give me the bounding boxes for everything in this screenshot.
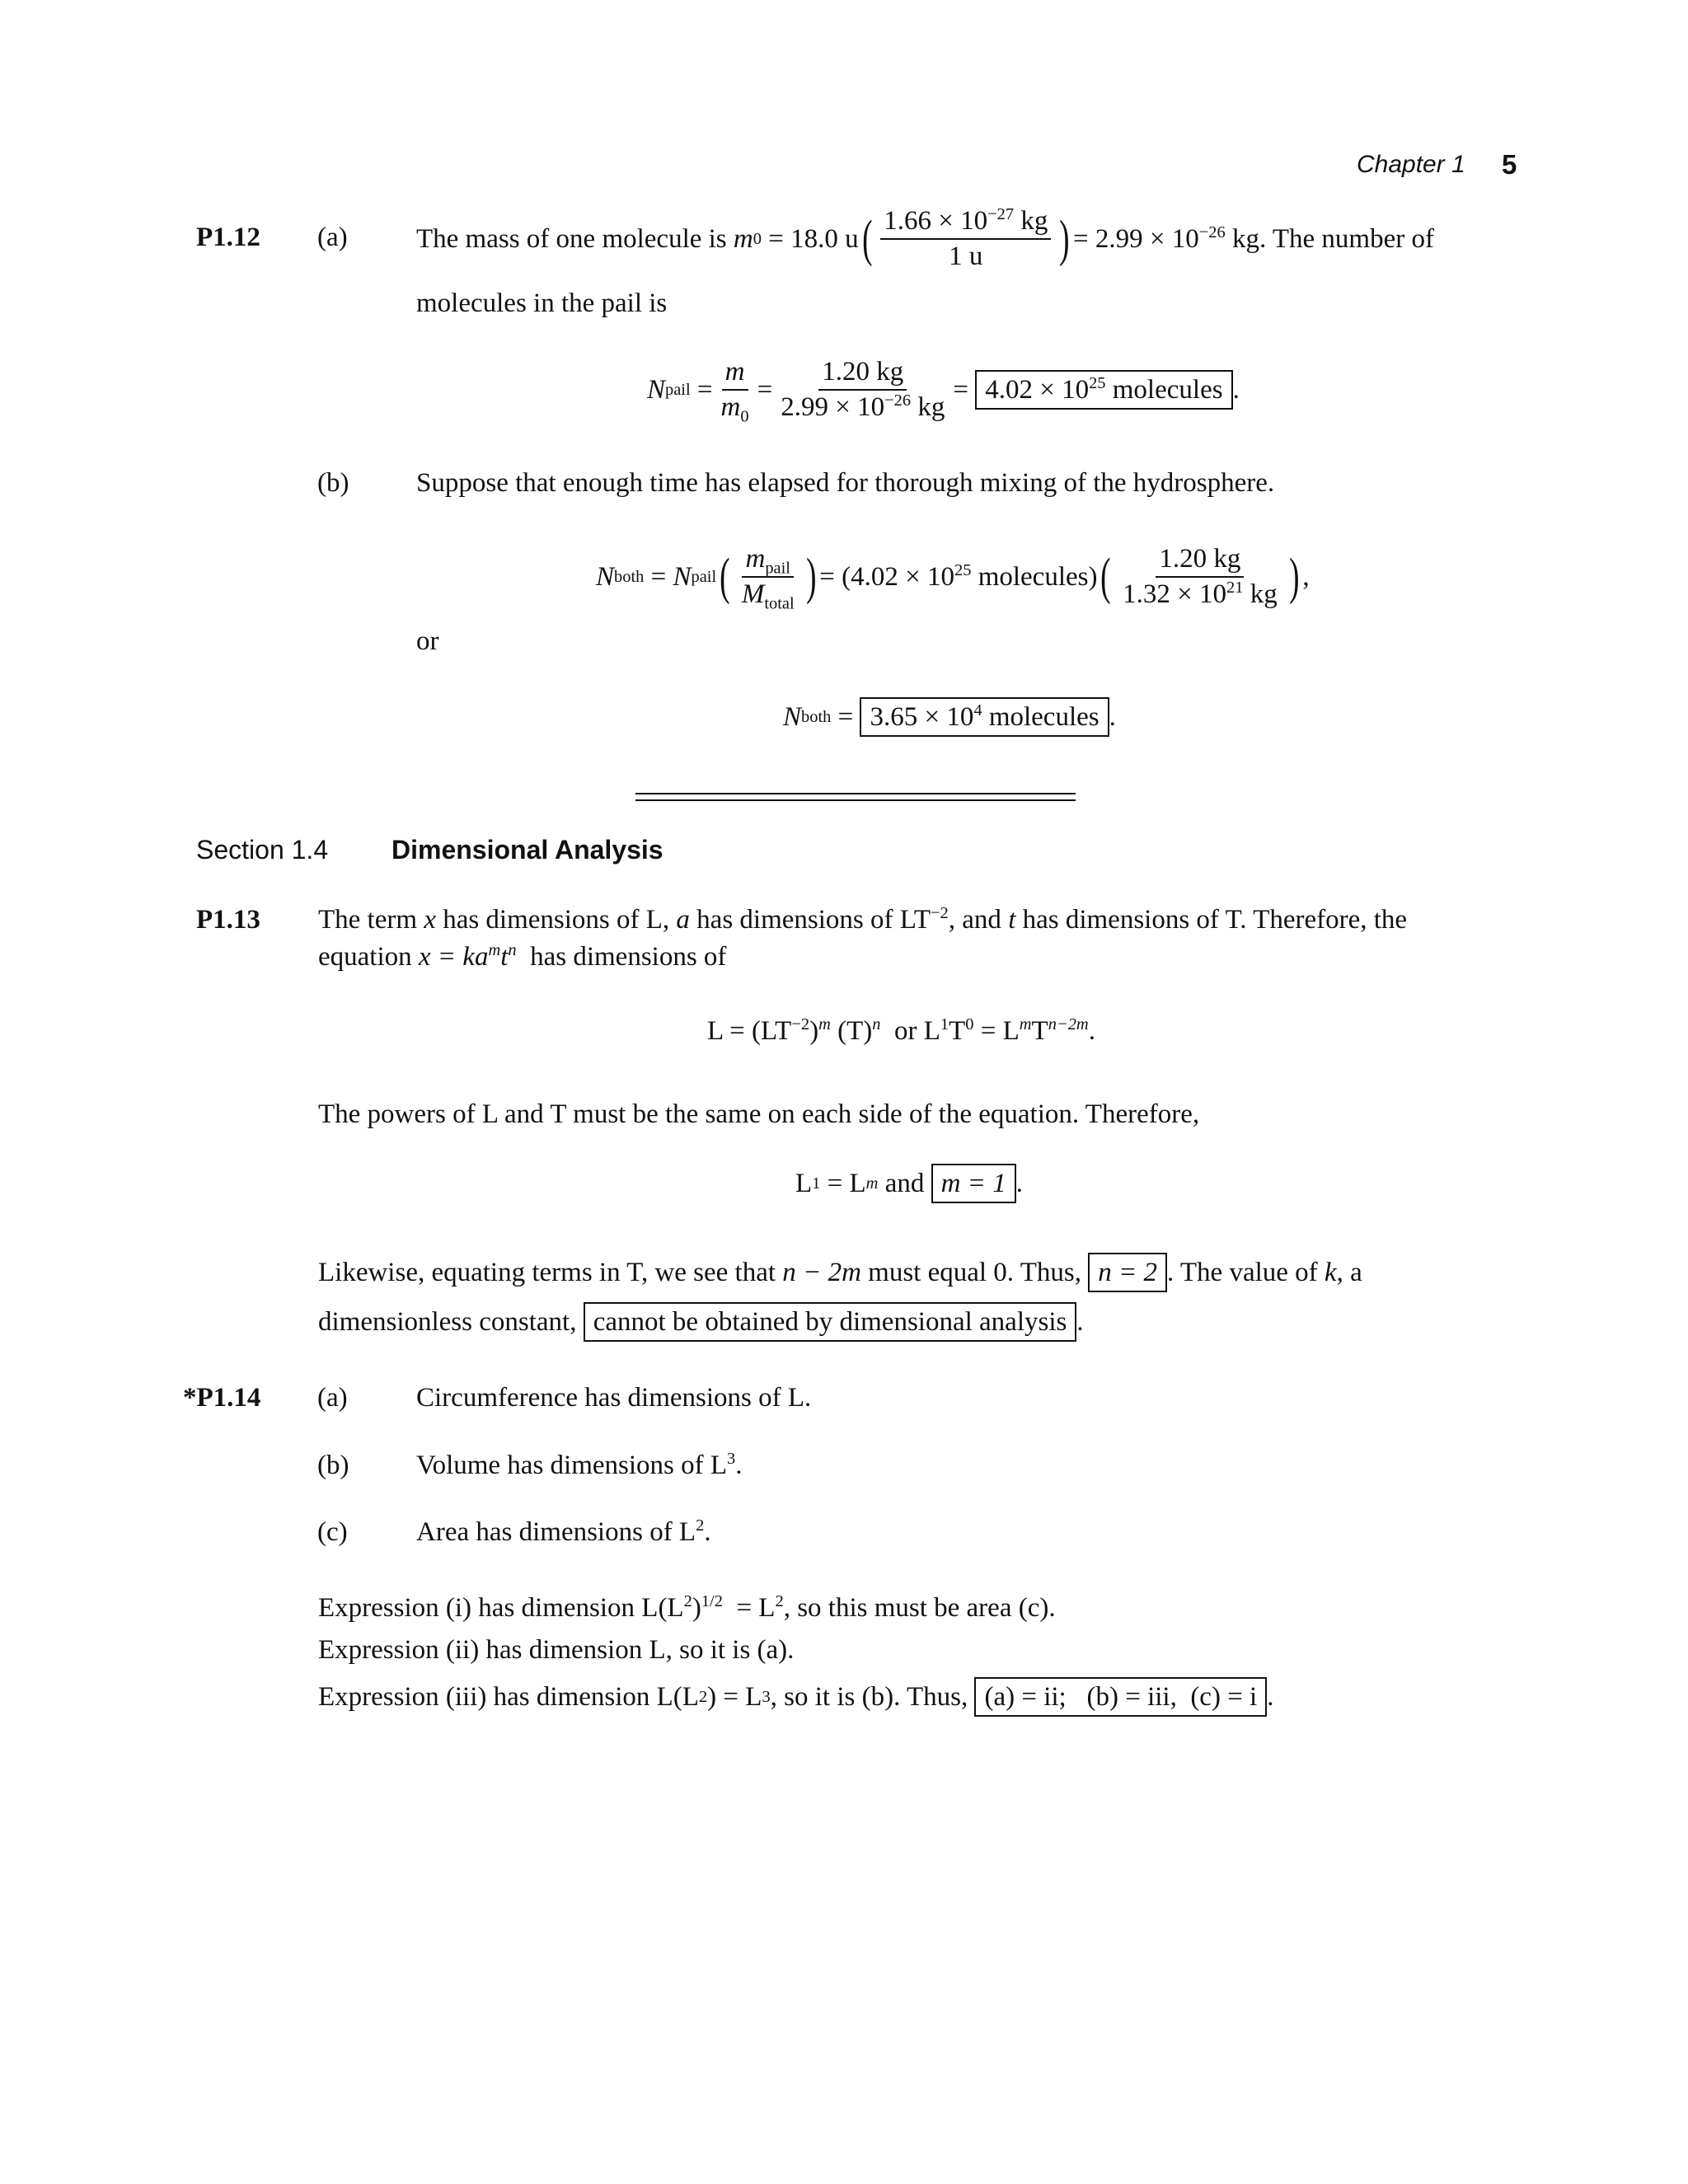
mass-text: The mass of one molecule is [416, 223, 727, 254]
p1-13-line1: The term x has dimensions of L, a has dimensions of $LT^{-2}$, and t has dimensions of T. Therefore, the [318, 904, 1408, 935]
or-text: or [416, 626, 439, 656]
conversion-fraction [880, 205, 1051, 271]
m-equation: L 1 = L m and m = 1 . [795, 1164, 1023, 1203]
nboth-symbol: N [783, 701, 802, 732]
section-divider-bottom [635, 799, 1076, 801]
circumference-text: Circumference has dimensions of L. [416, 1383, 812, 1413]
powers-text: The powers of L and T must be the same on each side of the equation. Therefore, [318, 1099, 1200, 1129]
volume-text: Volume has dimensions of $L^3$. [416, 1450, 743, 1480]
chapter-label: Chapter 1 [1357, 151, 1465, 178]
equals-sign: = [953, 374, 968, 405]
m0-value: = 18.0 u [768, 223, 859, 254]
period: . [1109, 701, 1116, 732]
right-paren: ) [805, 549, 817, 605]
right-paren: ) [1288, 549, 1300, 605]
expression-ii: Expression (ii) has dimension L, so it is (a). [318, 1635, 795, 1665]
fraction-denominator: $2.99 \times 10^{-26}$ kg [781, 391, 945, 422]
nboth-result: N both = $3.65 \times 10^4$ molecules . [783, 694, 1116, 740]
dimension-equation: $L = (LT^{-2})^m$ $(T)^n$ or $L^1T^0 = L^mT^{n-2m}$. [707, 1015, 1095, 1046]
part-label-a: (a) [317, 1383, 348, 1413]
answer-box-npail: $4.02 \times 10^{25}$ molecules [975, 370, 1232, 410]
equals-sign: = [650, 561, 667, 592]
npail-equation: N pail = $\frac{m}{m_0}$ = $\frac{1.20 kg}{2.99 \times 10^{-26} kg}$ = $4.02 \times 10^{25}$ molecules . [647, 357, 1240, 426]
answer-box-nboth: $3.65 \times 10^4$ molecules [860, 697, 1109, 737]
p1-13-line2: equation $x = ka^mt^n$ has dimensions of [318, 941, 727, 972]
period: . [1232, 374, 1240, 405]
section-divider-top [635, 793, 1076, 794]
problem-label-p1-14: *P1.14 [183, 1383, 261, 1413]
answer-box-n: n = 2 [1088, 1253, 1167, 1292]
equals-sign: = [837, 701, 854, 732]
left-paren: ( [861, 211, 873, 267]
m-over-m0-fraction [718, 357, 753, 426]
section-number: Section 1.4 [196, 835, 329, 865]
mass-ratio-fraction [777, 359, 948, 421]
nboth-symbol: N [596, 561, 615, 592]
m0-result: = $2.99 \times 10^{-26}$ kg [1073, 223, 1259, 254]
problem-label-p1-12: P1.12 [196, 223, 260, 252]
k-line: dimensionless constant, cannot be obtained by dimensional analysis . [318, 1302, 1084, 1342]
problem-label-p1-13: P1.13 [196, 905, 260, 935]
comma: , [1302, 561, 1310, 592]
left-paren: ( [1100, 549, 1112, 605]
molecules-text: molecules in the pail is [416, 288, 668, 318]
equals-sign: = [696, 374, 713, 405]
hydrosphere-fraction [1119, 546, 1281, 608]
expression-iii: Expression (iii) has dimension L (L 2 ) = L 3 , so it is (b). Thus, (a) = ii; (b) = iii, (c) = i . [318, 1677, 1273, 1717]
fraction-denominator: $M_{total}$ [741, 579, 795, 613]
part-label-a: (a) [317, 223, 348, 252]
answer-box-matching: (a) = ii; (b) = iii, (c) = i [974, 1677, 1267, 1717]
n-line: Likewise, equating terms in T, we see that n − 2m must equal 0. Thus, n = 2 . The value of k , a [318, 1253, 1362, 1292]
page-number: 5 [1502, 149, 1517, 180]
equals-sign: = [757, 374, 773, 405]
fraction-numerator: m [722, 359, 748, 391]
part-label-c: (c) [317, 1517, 348, 1547]
fraction-numerator: $m_{pail}$ [742, 546, 794, 578]
molecules-product: = ($4.02 \times 10^{25}$ molecules) [819, 560, 1098, 592]
mpail-over-mtotal-fraction [738, 544, 798, 613]
fraction-denominator: $1.32 \times 10^{21}$ kg [1123, 579, 1278, 609]
nboth-equation: N both = N pail ( $\frac{m_{pail}}{M_{total}}$ ) = ($4.02 \times 10^{25}$ molecules) ( $\frac{1.20 kg}{1.32 \times 10^{21} kg}$ ) , [596, 544, 1310, 613]
conversion-denominator: 1 u [949, 241, 983, 271]
right-paren: ) [1059, 211, 1070, 267]
conversion-numerator: $1.66 \times 10^{-27}$ kg [880, 208, 1051, 240]
fraction-denominator: $m_0$ [720, 392, 749, 426]
fraction-numerator: 1.20 kg [818, 359, 907, 391]
part-label-b: (b) [317, 468, 349, 498]
section-title: Dimensional Analysis [392, 835, 663, 865]
npail-symbol: N [673, 561, 692, 592]
fraction-numerator: 1.20 kg [1156, 546, 1244, 578]
expression-i: Expression (i) has dimension $L(L^2)^{1/2} = L^2$, so this must be area (c). [318, 1592, 1056, 1623]
part-label-b: (b) [317, 1451, 349, 1480]
mass-text-end: . The number of [1259, 223, 1434, 254]
answer-box-k: cannot be obtained by dimensional analysis [584, 1302, 1077, 1342]
answer-box-m: m = 1 [931, 1164, 1016, 1203]
mass-equation-line: The mass of one molecule is m 0 = 18.0 u ( $\frac{1.66 \times 10^{-27} kg}{1 u}$ ) = $2.99 \times 10^{-26}$ kg . The number of [416, 205, 1434, 271]
npail-symbol: N [647, 374, 666, 405]
mixing-text: Suppose that enough time has elapsed for thorough mixing of the hydrosphere. [416, 468, 1275, 498]
m0-symbol: m [733, 223, 753, 254]
area-text: Area has dimensions of $L^2$. [416, 1516, 711, 1547]
left-paren: ( [720, 549, 730, 605]
